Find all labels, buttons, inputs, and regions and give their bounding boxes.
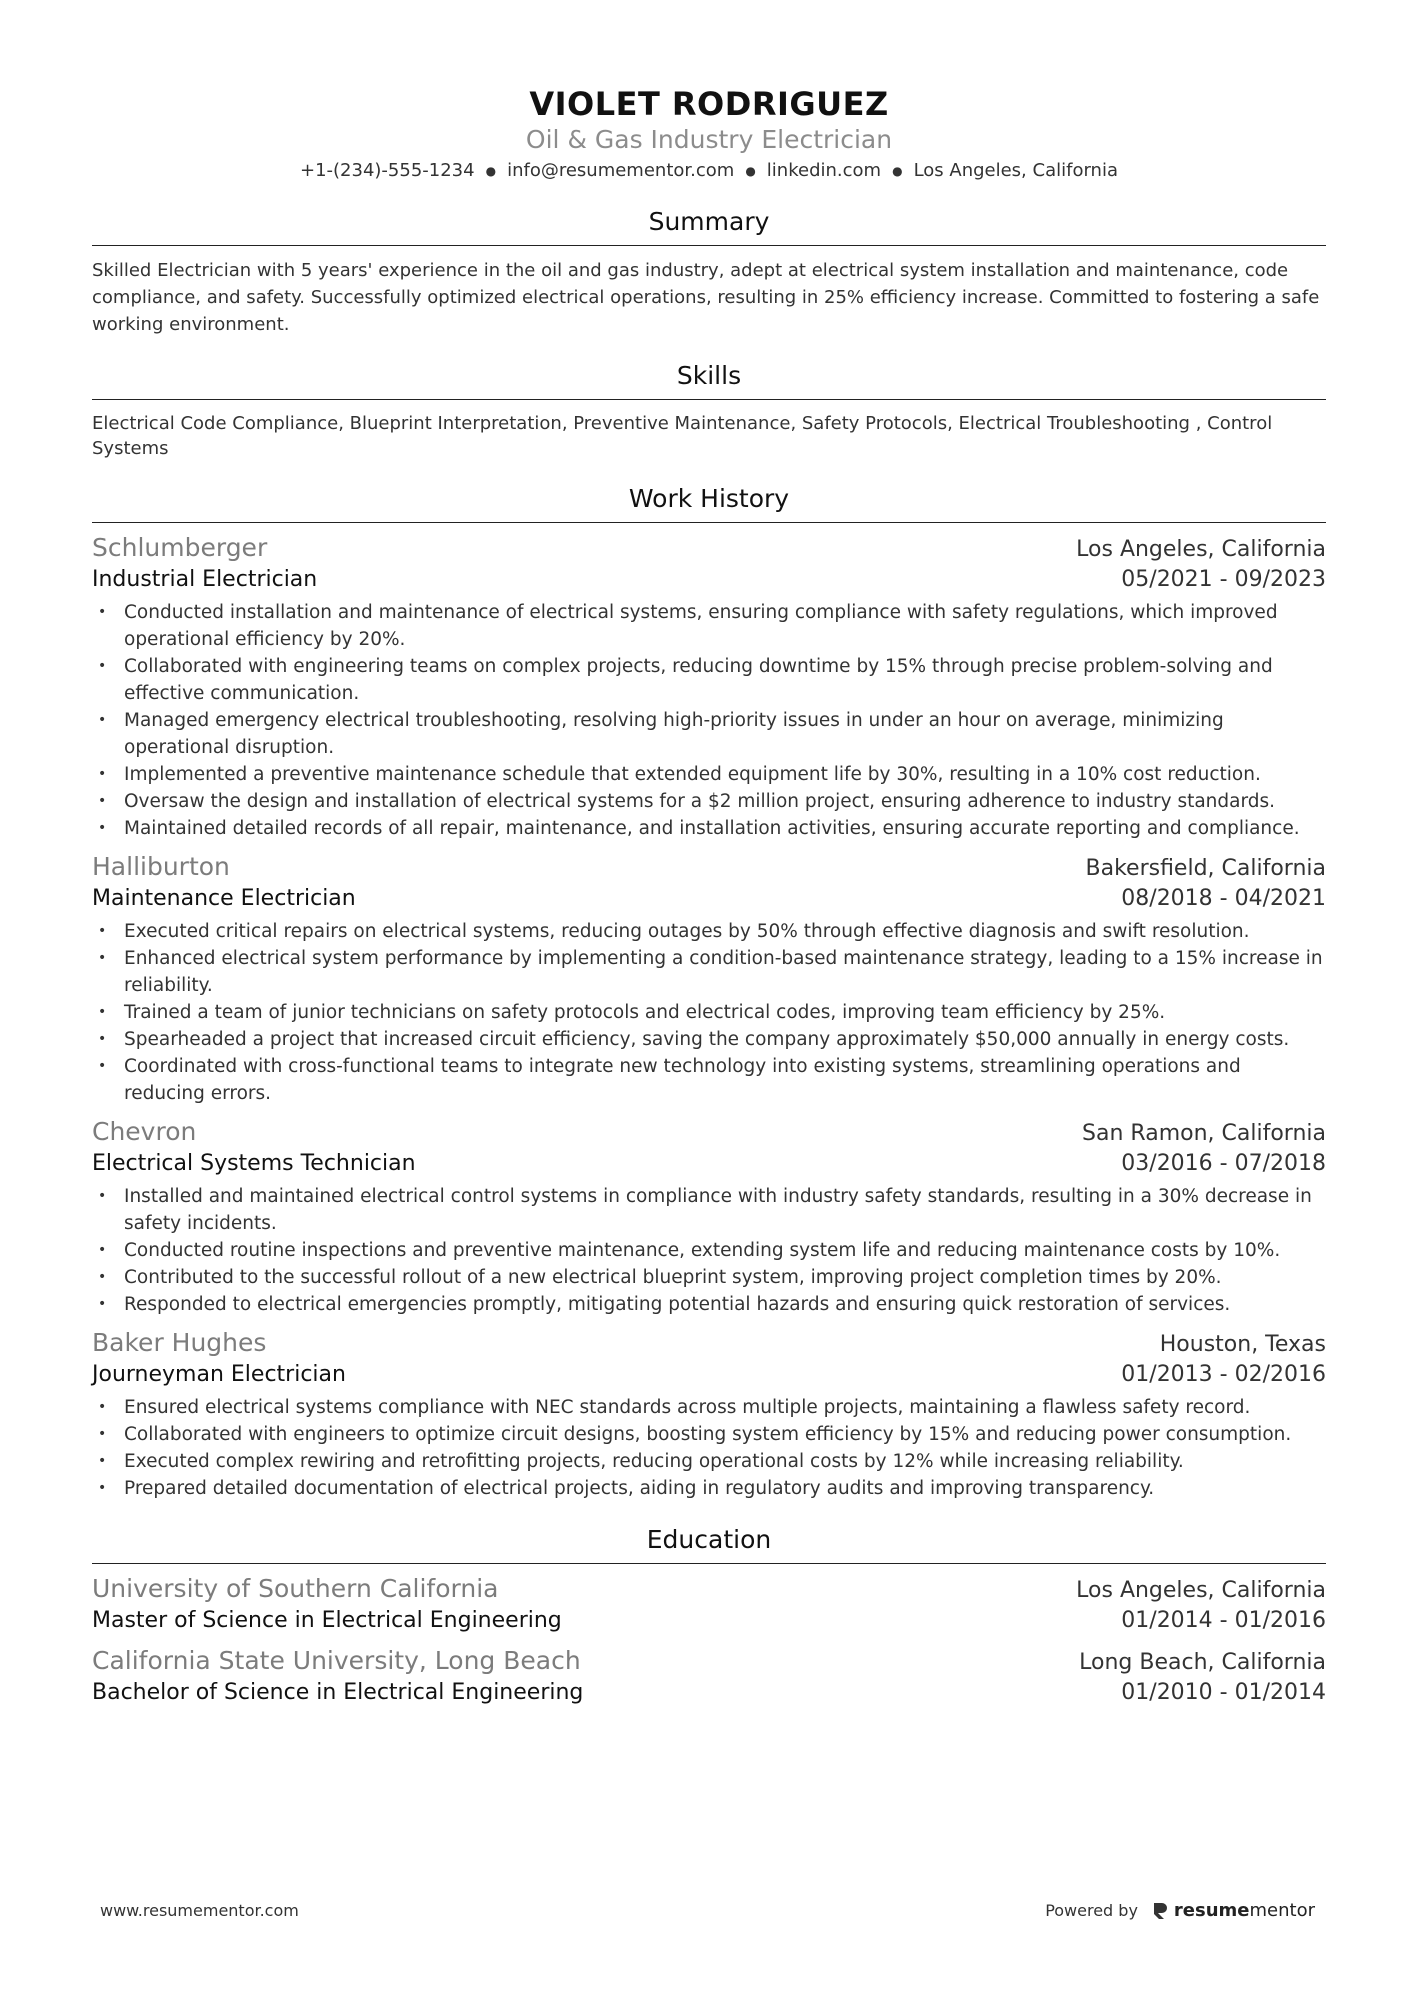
education-entry [92,1644,1326,1708]
education-dates: 01/2010 - 01/2014 [1121,1680,1326,1705]
job-bullets [92,599,1326,842]
brand-light: mentor [1249,1900,1315,1921]
contact-phone: +1-(234)-555-1234 [300,160,475,181]
contact-linkedin[interactable]: linkedin.com [766,160,882,181]
education-degree-row [92,1606,1326,1636]
skills-heading: Skills [676,361,742,390]
bullet-item: • Responded to electrical emergencies promptly, mitigating potential hazards and ensuring quick restoration of services. [92,1291,1326,1318]
contact-location: Los Angeles, California [913,160,1118,181]
job-header-row [92,1115,1326,1149]
education-location: Long Beach, California [1079,1650,1326,1675]
bullet-item: • Oversaw the design and installation of electrical systems for a $2 million project, ensuring adherence to industry standards. [92,788,1326,815]
powered-by [1045,1900,1315,1921]
bullet-item: • Collaborated with engineers to optimize circuit designs, boosting system efficiency by 15% and reducing power consumption. [92,1421,1326,1448]
job-list [92,531,1326,1502]
candidate-name: VIOLET RODRIGUEZ [529,85,889,123]
job-entry [92,850,1326,1107]
education-school: University of Southern California [92,1574,499,1603]
job-location: San Ramon, California [1082,1121,1326,1146]
contact-line [92,158,1326,184]
education-entry [92,1572,1326,1636]
bullet-item: • Ensured electrical systems compliance with NEC standards across multiple projects, maintaining a flawless safety record. [92,1394,1326,1421]
job-role: Electrical Systems Technician [92,1151,416,1176]
job-role: Journeyman Electrician [92,1362,346,1387]
bullet-item: • Managed emergency electrical troubleshooting, resolving high-priority issues in under an hour on average, minimizing operational disruption. [92,707,1326,761]
section-divider [92,399,1326,400]
skills-text: Electrical Code Compliance, Blueprint Interpretation, Preventive Maintenance, Safety Protocols, Electrical Troubleshooting , Control Systems [92,413,1273,459]
bullet-item: • Spearheaded a project that increased circuit efficiency, saving the company approximately $50,000 annually in energy costs. [92,1026,1326,1053]
job-header-row [92,850,1326,884]
education-degree-row [92,1678,1326,1708]
job-dates: 05/2021 - 09/2023 [1121,567,1326,592]
summary-text: Skilled Electrician with 5 years' experience in the oil and gas industry, adept at electrical system installation and maintenance, code compliance, and safety. Successfully optimized electrical operations, resulting in 25% efficiency increase. Committed to fostering a safe working environment. [92,260,1320,335]
bullet-item: • Prepared detailed documentation of electrical projects, aiding in regulatory audits and improving transparency. [92,1475,1326,1502]
education-location: Los Angeles, California [1076,1578,1326,1603]
job-header-row [92,531,1326,565]
job-location: Los Angeles, California [1076,537,1326,562]
bullet-item: • Conducted routine inspections and preventive maintenance, extending system life and reducing maintenance costs by 10%. [92,1237,1326,1264]
skills-section [92,360,1326,461]
contact-email[interactable]: info@resumementor.com [507,160,735,181]
job-company: Chevron [92,1117,197,1146]
education-section [92,1524,1326,1708]
education-degree: Bachelor of Science in Electrical Engineering [92,1680,584,1705]
bullet-item: • Implemented a preventive maintenance schedule that extended equipment life by 30%, resulting in a 10% cost reduction. [92,761,1326,788]
bullet-item: • Trained a team of junior technicians on safety protocols and electrical codes, improving team efficiency by 25%. [92,999,1326,1026]
education-header-row [92,1644,1326,1678]
separator-dot: ● [745,164,756,178]
summary-heading: Summary [648,207,770,236]
candidate-title: Oil & Gas Industry Electrician [525,125,893,154]
job-dates: 03/2016 - 07/2018 [1121,1151,1326,1176]
job-role-row [92,1149,1326,1179]
page-footer [100,1900,1315,1921]
job-location: Houston, Texas [1159,1332,1326,1357]
bullet-item: • Executed complex rewiring and retrofitting projects, reducing operational costs by 12% while increasing reliability. [92,1448,1326,1475]
section-divider [92,245,1326,246]
bullet-item: • Installed and maintained electrical control systems in compliance with industry safety standards, resulting in a 30% decrease in safety incidents. [92,1183,1326,1237]
job-company: Halliburton [92,852,230,881]
bullet-item: • Conducted installation and maintenance of electrical systems, ensuring compliance with safety regulations, which improved operational efficiency by 20%. [92,599,1326,653]
education-header-row [92,1572,1326,1606]
section-divider [92,522,1326,523]
job-dates: 01/2013 - 02/2016 [1121,1362,1326,1387]
job-dates: 08/2018 - 04/2021 [1121,886,1326,911]
summary-section [92,206,1326,338]
bullet-item: • Enhanced electrical system performance by implementing a condition-based maintenance strategy, leading to a 15% increase in reliability. [92,945,1326,999]
job-role: Industrial Electrician [92,567,318,592]
job-company: Baker Hughes [92,1328,267,1357]
job-role-row [92,884,1326,914]
footer-website[interactable]: www.resumementor.com [100,1901,299,1920]
resume-page [92,0,1326,1708]
job-role: Maintenance Electrician [92,886,356,911]
bullet-item: • Coordinated with cross-functional teams to integrate new technology into existing systems, streamlining operations and reducing errors. [92,1053,1326,1107]
bullet-item: • Collaborated with engineering teams on complex projects, reducing downtime by 15% through precise problem-solving and effective communication. [92,653,1326,707]
job-entry [92,1115,1326,1318]
separator-dot: ● [485,164,497,178]
bullet-item: • Maintained detailed records of all repair, maintenance, and installation activities, ensuring accurate reporting and compliance. [92,815,1326,842]
separator-dot: ● [892,164,903,178]
job-role-row [92,565,1326,595]
job-bullets [92,1183,1326,1318]
work-history-heading: Work History [628,484,790,513]
education-heading: Education [646,1525,772,1554]
job-company: Schlumberger [92,533,268,562]
bullet-item: • Contributed to the successful rollout of a new electrical blueprint system, improving project completion times by 20%. [92,1264,1326,1291]
resume-header [92,0,1326,184]
resumementor-logo-icon [1152,1901,1168,1921]
work-history-section [92,483,1326,1502]
job-entry [92,531,1326,842]
job-bullets [92,1394,1326,1502]
education-dates: 01/2014 - 01/2016 [1121,1608,1326,1633]
brand-bold: resume [1173,1900,1250,1921]
education-list [92,1572,1326,1708]
education-degree: Master of Science in Electrical Engineering [92,1608,562,1633]
bullet-item: • Executed critical repairs on electrical systems, reducing outages by 50% through effective diagnosis and swift resolution. [92,918,1326,945]
job-entry [92,1326,1326,1502]
powered-by-label: Powered by [1045,1901,1138,1920]
brand-logo[interactable] [1152,1900,1315,1921]
job-bullets [92,918,1326,1107]
job-location: Bakersfield, California [1085,856,1326,881]
job-header-row [92,1326,1326,1360]
education-school: California State University, Long Beach [92,1646,581,1675]
section-divider [92,1563,1326,1564]
job-role-row [92,1360,1326,1390]
